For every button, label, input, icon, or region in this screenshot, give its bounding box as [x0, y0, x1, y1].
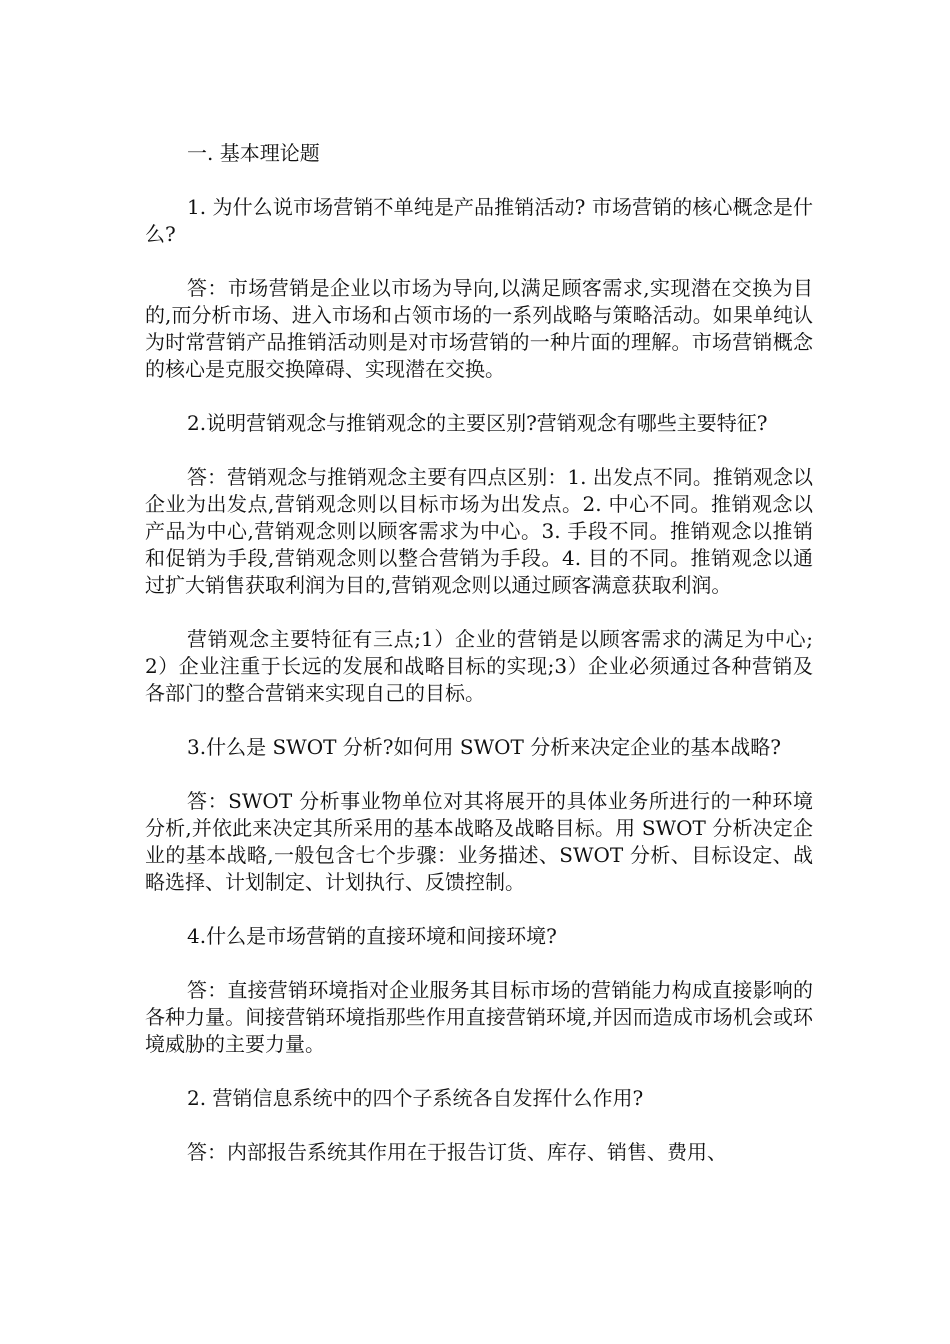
- question-3: 3.什么是 SWOT 分析?如何用 SWOT 分析来决定企业的基本战略?: [187, 735, 781, 759]
- document-body: [145, 140, 813, 1193]
- answer-3: 答：SWOT 分析事业物单位对其将展开的具体业务所进行的一种环境分析,并依此来决定其所采用的基本战略及战略目标。用 SWOT 分析决定企业的基本战略,一般包含七个步骤：业务描述、SWOT 分析、目标设定、战略选择、计划制定、计划执行、反馈控制。: [145, 789, 813, 894]
- answer-2-features: 营销观念主要特征有三点;1）企业的营销是以顾客需求的满足为中心;2）企业注重于长远的发展和战略目标的实现;3）企业必须通过各种营销及各部门的整合营销来实现自己的目标。: [145, 627, 813, 705]
- answer-4: 答：直接营销环境指对企业服务其目标市场的营销能力构成直接影响的各种力量。间接营销环境指那些作用直接营销环境,并因而造成市场机会或环境威胁的主要力量。: [145, 978, 813, 1056]
- answer-5: 答：内部报告系统其作用在于报告订货、库存、销售、费用、: [187, 1140, 727, 1164]
- question-2: 2.说明营销观念与推销观念的主要区别?营销观念有哪些主要特征?: [187, 411, 768, 435]
- question-1: 1. 为什么说市场营销不单纯是产品推销活动? 市场营销的核心概念是什么?: [145, 195, 813, 246]
- question-4: 4.什么是市场营销的直接环境和间接环境?: [187, 924, 557, 948]
- question-5: 2. 营销信息系统中的四个子系统各自发挥什么作用?: [187, 1086, 644, 1110]
- section-heading: 一. 基本理论题: [187, 141, 320, 165]
- answer-1: 答：市场营销是企业以市场为导向,以满足顾客需求,实现潜在交换为目的,而分析市场、进入市场和占领市场的一系列战略与策略活动。如果单纯认为时常营销产品推销活动则是对市场营销的一种片面的理解。市场营销概念的核心是克服交换障碍、实现潜在交换。: [145, 276, 813, 381]
- answer-2: 答：营销观念与推销观念主要有四点区别：1. 出发点不同。推销观念以企业为出发点,营销观念则以目标市场为出发点。2. 中心不同。推销观念以产品为中心,营销观念则以顾客需求为中心。3. 手段不同。推销观念以推销和促销为手段,营销观念则以整合营销为手段。4. 目的不同。推销观念以通过扩大销售获取利润为目的,营销观念则以通过顾客满意获取利润。: [145, 465, 813, 597]
